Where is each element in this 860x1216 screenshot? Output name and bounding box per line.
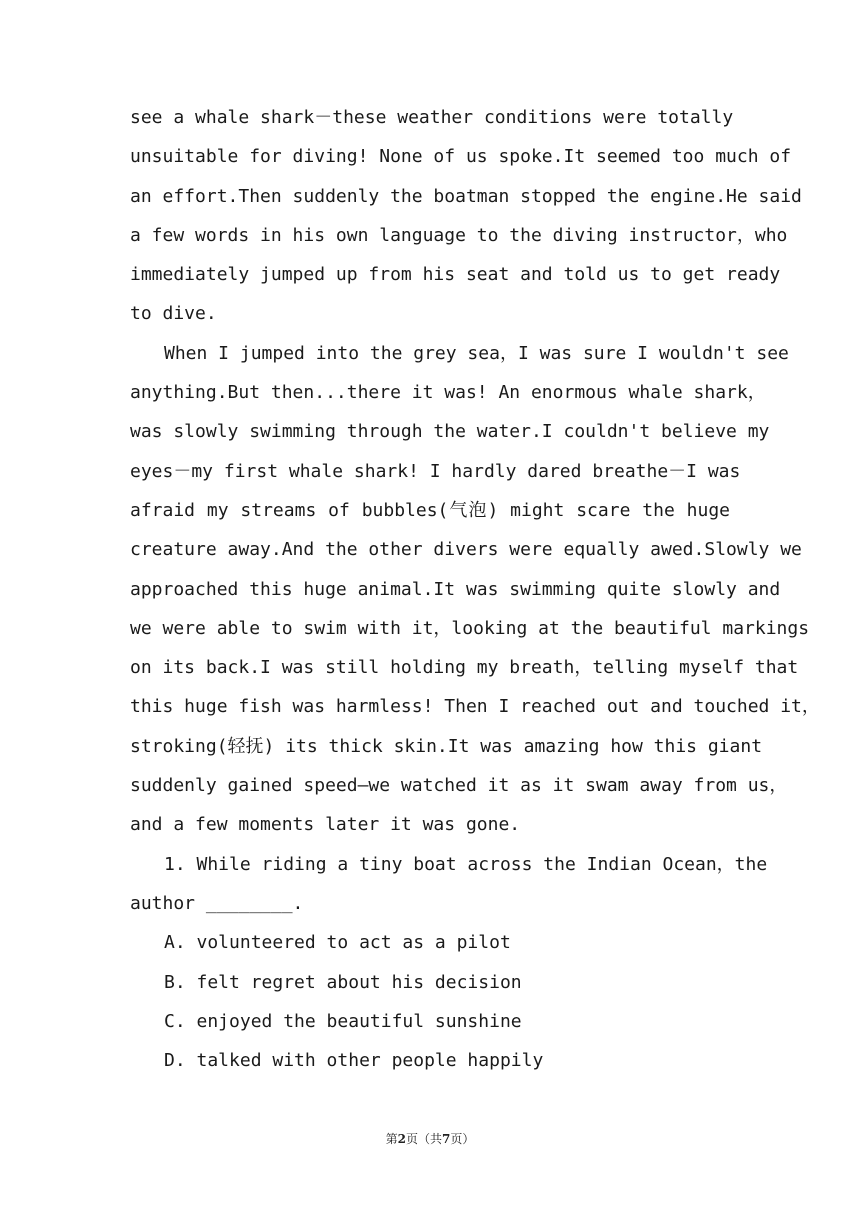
passage-line: unsuitable for diving! None of us spoke.It seemed too much of	[130, 146, 792, 168]
passage-line: suddenly gained speed—we watched it as it swam away from us，	[130, 775, 788, 797]
option-d: D. talked with other people happily	[164, 1050, 544, 1072]
option-a: A. volunteered to act as a pilot	[164, 932, 511, 954]
passage-line: stroking(轻抚) its thick skin.It was amazing how this giant	[130, 735, 763, 757]
passage-line: an effort.Then suddenly the boatman stopped the engine.He said	[130, 185, 802, 207]
passage-line: immediately jumped up from his seat and told us to get ready	[130, 264, 781, 286]
footer-total-pages: 7	[442, 1132, 451, 1146]
footer-prefix: 第	[385, 1132, 398, 1146]
document-page	[130, 98, 820, 1080]
passage-line: When I jumped into the grey sea，I was sure I wouldn't see	[164, 342, 789, 364]
passage-line: to dive.	[130, 303, 217, 325]
passage-line: on its back.I was still holding my breath，telling myself that	[130, 657, 799, 679]
passage-line: and a few moments later it was gone.	[130, 814, 521, 836]
passage-line: see a whale shark－these weather conditions were totally	[130, 107, 734, 128]
footer-page-number: 2	[397, 1132, 406, 1146]
option-c: C. enjoyed the beautiful sunshine	[164, 1010, 522, 1032]
option-b: B. felt regret about his decision	[164, 971, 522, 993]
footer-suffix: 页）	[450, 1132, 475, 1146]
passage-line: was slowly swimming through the water.I couldn't believe my	[130, 421, 770, 443]
passage-line: we were able to swim with it，looking at the beautiful markings	[130, 617, 810, 639]
passage-line: anything.But then...there it was! An enormous whale shark，	[130, 382, 766, 404]
passage-line: afraid my streams of bubbles(气泡) might scare the huge	[130, 499, 730, 521]
passage-line: creature away.And the other divers were equally awed.Slowly we	[130, 539, 802, 561]
passage-line: this huge fish was harmless! Then I reached out and touched it，	[130, 696, 820, 718]
question-stem: 1. While riding a tiny boat across the Indian Ocean，the	[164, 853, 768, 875]
page-footer	[0, 1130, 860, 1147]
passage-line: eyes－my first whale shark! I hardly dared breathe－I was	[130, 460, 741, 482]
passage-line: approached this huge animal.It was swimming quite slowly and	[130, 578, 781, 600]
passage-line: a few words in his own language to the diving instructor，who	[130, 224, 788, 246]
footer-middle: 页（共	[405, 1132, 442, 1146]
question-stem-continued: author ________.	[130, 892, 304, 914]
